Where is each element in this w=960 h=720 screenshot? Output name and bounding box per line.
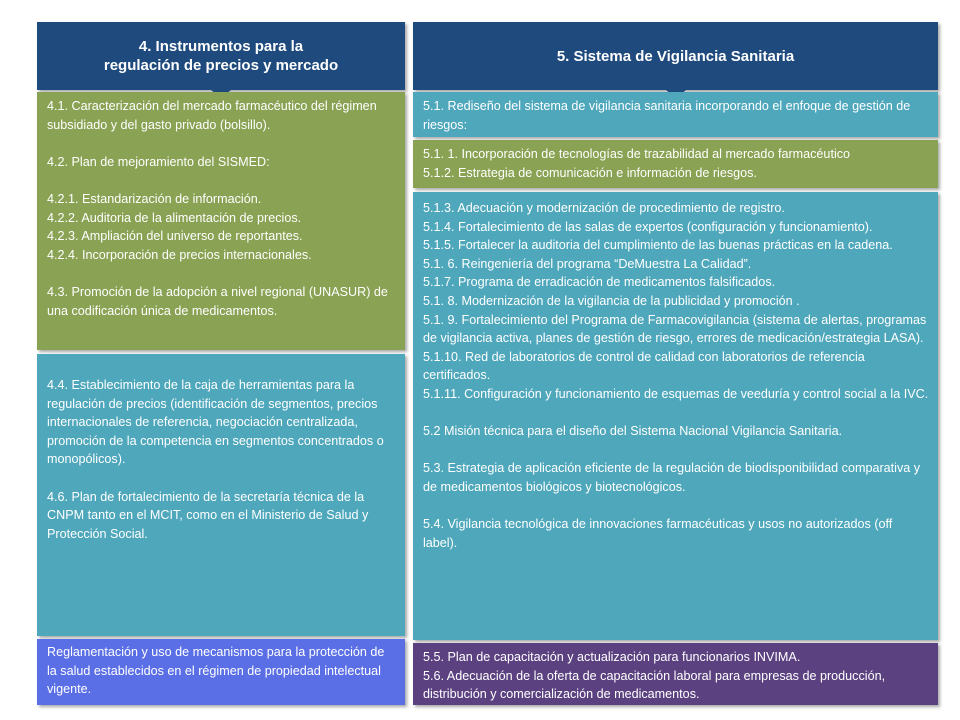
list-item: 4.4. Establecimiento de la caja de herramientas para la regulación de precios (identificación de segmentos, precios internacionales de referencia, negociación centralizada, promoción de la competencia en segmentos concentrados o monopólicos).: [47, 378, 384, 467]
list-item: 5.1. Rediseño del sistema de vigilancia sanitaria incorporando el enfoque de gestión de riesgos:: [423, 99, 911, 132]
list-item: 5.1. 1. Incorporación de tecnologías de trazabilidad al mercado farmacéutico: [423, 147, 851, 161]
list-item: 4.1. Caracterización del mercado farmacéutico del régimen subsidiado y del gasto privado (bolsillo).: [47, 99, 377, 132]
right-teal-box: [413, 192, 938, 640]
list-item: 4.2. Plan de mejoramiento del SISMED:: [47, 154, 270, 169]
list-item: 5.4. Vigilancia tecnológica de innovaciones farmacéuticas y usos no autorizados (off label).: [423, 517, 893, 550]
list-item: 5.1.4. Fortalecimiento de las salas de expertos (configuración y funcionamiento).: [423, 219, 873, 234]
right-purple-box: [413, 643, 938, 705]
left-blue-box: [37, 639, 405, 705]
list-item: 5.5. Plan de capacitación y actualización para funcionarios INVIMA.: [423, 650, 801, 664]
list-item: 5.1. 8. Modernización de la vigilancia de la publicidad y promoción .: [423, 293, 800, 308]
right-header-title: 5. Sistema de Vigilancia Sanitaria: [556, 47, 795, 65]
list-item: 5.1.5. Fortalecer la auditoria del cumplimiento de las buenas prácticas en la cadena.: [423, 238, 893, 253]
list-item: 5.1.3. Adecuación y modernización de procedimiento de registro.: [423, 201, 785, 215]
list-item: 4.2.1. Estandarización de información.: [47, 191, 262, 206]
left-header: [37, 22, 405, 90]
list-item: 5.1.11. Configuración y funcionamiento de esquemas de veeduría y control social a la IVC.: [423, 386, 929, 401]
right-risk-box: [413, 92, 938, 137]
list-item: 4.6. Plan de fortalecimiento de la secretaría técnica de la CNPM tanto en el MCIT, como en el Ministerio de Salud y Protección Social.: [47, 489, 369, 541]
list-item: 4.2.3. Ampliación del universo de reportantes.: [47, 229, 303, 244]
list-item: 5.1.10. Red de laboratorios de control de calidad con laboratorios de referencia certificados.: [423, 349, 865, 383]
list-item: 5.1. 9. Fortalecimiento del Programa de Farmacovigilancia (sistema de alertas, programas de vigilancia activa, planes de gestión de riesgo, errores de medicación/estrategia LASA).: [423, 312, 927, 346]
right-green-box: [413, 140, 938, 188]
list-item: 5.1.2. Estrategia de comunicación e información de riesgos.: [423, 165, 757, 180]
list-item: 5.2 Misión técnica para el diseño del Sistema Nacional Vigilancia Sanitaria.: [423, 424, 843, 439]
list-item: Reglamentación y uso de mecanismos para la protección de la salud establecidos en el régimen de propiedad intelectual vigente.: [47, 645, 385, 697]
list-item: 4.2.2. Auditoria de la alimentación de precios.: [47, 210, 302, 225]
list-item: 5.1.7. Programa de erradicación de medicamentos falsificados.: [423, 275, 776, 290]
left-header-line1: 4. Instrumentos para la: [138, 38, 304, 55]
right-header: [413, 22, 938, 90]
left-header-line2: regulación de precios y mercado: [103, 57, 339, 74]
list-item: 5.3. Estrategia de aplicación eficiente de la regulación de biodisponibilidad comparativa y de medicamentos biológicos y biotecnológicos.: [423, 461, 921, 494]
list-item: 5.6. Adecuación de la oferta de capacitación laboral para empresas de producción, distribución y comercialización de medicamentos.: [423, 668, 886, 702]
list-item: 4.2.4. Incorporación de precios internacionales.: [47, 247, 312, 262]
list-item: 4.3. Promoción de la adopción a nivel regional (UNASUR) de una codificación única de medicamentos.: [47, 284, 388, 318]
list-item: 5.1. 6. Reingeniería del programa “DeMuestra La Calidad”.: [423, 256, 752, 271]
left-teal-box: [37, 354, 405, 636]
left-green-box: [37, 92, 405, 350]
